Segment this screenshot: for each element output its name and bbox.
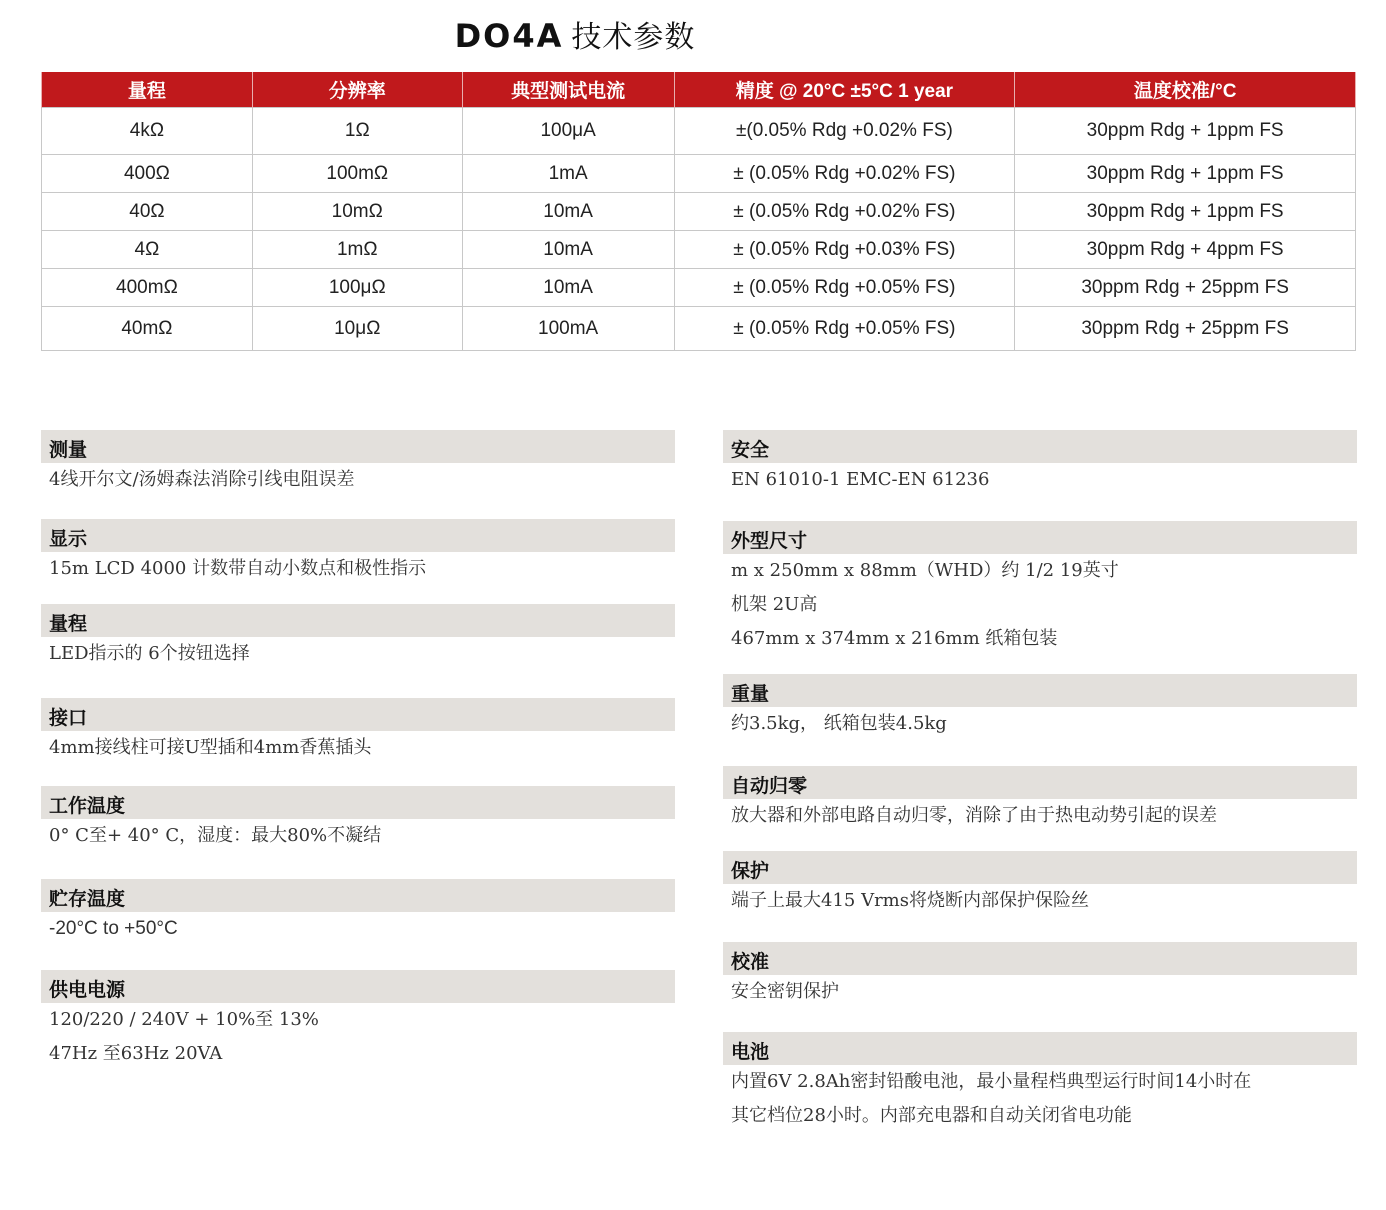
table-cell: ± (0.05% Rdg +0.02% FS): [674, 193, 1015, 231]
table-cell: 30ppm Rdg + 25ppm FS: [1015, 307, 1356, 351]
section-line: 47Hz 至63Hz 20VA: [49, 1043, 223, 1064]
section-calibration: [723, 942, 1357, 1032]
table-cell: 30ppm Rdg + 1ppm FS: [1015, 155, 1356, 193]
section-interface: [41, 698, 675, 786]
section-line: 120/220 / 240V + 10%至 13%: [49, 1009, 319, 1030]
table-row: [42, 269, 1356, 307]
table-cell: 100mΩ: [252, 155, 462, 193]
table-cell: 1mA: [462, 155, 674, 193]
table-cell: 40Ω: [42, 193, 253, 231]
table-row: [42, 155, 1356, 193]
section-title: 重量: [723, 674, 1357, 707]
section-auto-zero: [723, 766, 1357, 851]
section-title: 贮存温度: [41, 879, 675, 912]
col-header-range: 量程: [42, 72, 253, 108]
table-cell: 30ppm Rdg + 25ppm FS: [1015, 269, 1356, 307]
table-cell: 1mΩ: [252, 231, 462, 269]
section-line: m x 250mm x 88mm（WHD）约 1/2 19英寸: [731, 560, 1119, 581]
section-line: 0° C至+ 40° C，湿度：最大80%不凝结: [49, 825, 382, 846]
table-cell: 10mA: [462, 231, 674, 269]
table-row: [42, 108, 1356, 155]
spec-table: [41, 72, 1356, 351]
section-battery: [723, 1032, 1357, 1140]
table-row: [42, 193, 1356, 231]
section-line: 放大器和外部电路自动归零，消除了由于热电动势引起的误差: [731, 805, 1217, 826]
section-title: 显示: [41, 519, 675, 552]
section-title: 保护: [723, 851, 1357, 884]
section-display: [41, 519, 675, 604]
section-power-supply: [41, 970, 675, 1078]
section-protection: [723, 851, 1357, 942]
section-line: 467mm x 374mm x 216mm 纸箱包装: [731, 628, 1058, 649]
table-cell: 10mΩ: [252, 193, 462, 231]
table-cell: 4Ω: [42, 231, 253, 269]
col-header-resolution: 分辨率: [252, 72, 462, 108]
section-title: 供电电源: [41, 970, 675, 1003]
section-operating-temp: [41, 786, 675, 879]
section-line: 其它档位28小时。内部充电器和自动关闭省电功能: [731, 1105, 1132, 1126]
table-cell: 30ppm Rdg + 4ppm FS: [1015, 231, 1356, 269]
section-line: 安全密钥保护: [731, 981, 839, 1002]
table-cell: 4kΩ: [42, 108, 253, 155]
table-row: [42, 307, 1356, 351]
section-title: 电池: [723, 1032, 1357, 1065]
table-cell: 100mA: [462, 307, 674, 351]
section-weight: [723, 674, 1357, 766]
section-line: 端子上最大415 Vrms将烧断内部保护保险丝: [731, 890, 1089, 911]
page-title: [0, 12, 1150, 56]
section-line: 机架 2U高: [731, 594, 818, 615]
section-line: 4mm接线柱可接U型插和4mm香蕉插头: [49, 737, 372, 758]
col-header-temp-coefficient: 温度校准/°C: [1015, 72, 1356, 108]
col-header-accuracy: 精度 @ 20°C ±5°C 1 year: [674, 72, 1015, 108]
section-line: -20°C to +50°C: [49, 918, 178, 939]
table-cell: ±(0.05% Rdg +0.02% FS): [674, 108, 1015, 155]
col-header-test-current: 典型测试电流: [462, 72, 674, 108]
section-title: 测量: [41, 430, 675, 463]
table-cell: ± (0.05% Rdg +0.05% FS): [674, 307, 1015, 351]
table-cell: 100μΩ: [252, 269, 462, 307]
table-cell: 30ppm Rdg + 1ppm FS: [1015, 193, 1356, 231]
section-line: 约3.5kg， 纸箱包装4.5kg: [731, 713, 947, 734]
section-title: 安全: [723, 430, 1357, 463]
section-safety: [723, 430, 1357, 521]
section-range: [41, 604, 675, 698]
table-cell: 400Ω: [42, 155, 253, 193]
section-title: 外型尺寸: [723, 521, 1357, 554]
section-storage-temp: [41, 879, 675, 970]
section-dimensions: [723, 521, 1357, 674]
section-title: 量程: [41, 604, 675, 637]
section-measurement: [41, 430, 675, 519]
table-cell: 30ppm Rdg + 1ppm FS: [1015, 108, 1356, 155]
table-cell: ± (0.05% Rdg +0.03% FS): [674, 231, 1015, 269]
section-line: LED指示的 6个按钮选择: [49, 643, 250, 664]
section-line: 4线开尔文/汤姆森法消除引线电阻误差: [49, 469, 355, 490]
table-cell: 10μΩ: [252, 307, 462, 351]
table-cell: 1Ω: [252, 108, 462, 155]
section-title: 校准: [723, 942, 1357, 975]
table-cell: ± (0.05% Rdg +0.02% FS): [674, 155, 1015, 193]
section-title: 自动归零: [723, 766, 1357, 799]
table-cell: 40mΩ: [42, 307, 253, 351]
table-row: [42, 231, 1356, 269]
section-line: 15m LCD 4000 计数带自动小数点和极性指示: [49, 558, 427, 579]
section-title: 工作温度: [41, 786, 675, 819]
table-cell: 400mΩ: [42, 269, 253, 307]
spec-table-header-row: [42, 72, 1356, 108]
section-line: EN 61010-1 EMC-EN 61236: [731, 469, 990, 490]
table-cell: 10mA: [462, 193, 674, 231]
right-spec-column: [723, 430, 1357, 1140]
section-line: 内置6V 2.8Ah密封铅酸电池，最小量程档典型运行时间14小时在: [731, 1071, 1252, 1092]
table-cell: ± (0.05% Rdg +0.05% FS): [674, 269, 1015, 307]
model-name: DO4A: [454, 17, 564, 55]
section-title: 接口: [41, 698, 675, 731]
left-spec-column: [41, 430, 675, 1078]
table-cell: 10mA: [462, 269, 674, 307]
page-subtitle: 技术参数: [571, 20, 696, 55]
table-cell: 100μA: [462, 108, 674, 155]
